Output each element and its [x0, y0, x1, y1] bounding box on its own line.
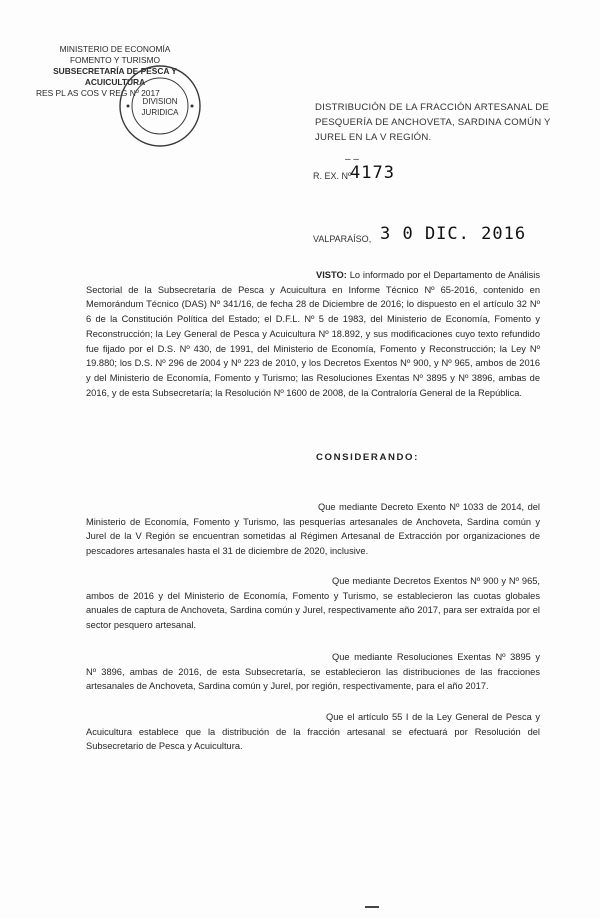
visto-text: Lo informado por el Departamento de Análisis Sectorial de la Subsecretaría de Pesca y Acuicultura en Informe Técnico Nº 65-2016, contenido en Memorándum Técnico (DAS) Nº 341/16, de fecha 28 de Diciembre de 2016; lo dispuesto en el artículo 32 Nº 6 de la Constitución Política del Estado; el D.F.L. Nº 5 de 1983, del Ministerio de Economía, Fomento y Reconstrucción; la Ley General de Pesca y Acuicultura Nº 18.892, y sus modificaciones cuyo texto refundido fue fijado por el D.S. Nº 430, de 1991, del Ministerio de Economía, Fomento y Reconstrucción; la Ley Nº 19.880; los D.S. Nº 296 de 2004 y Nº 223 de 2010, y los Decretos Exentos Nº 900, y Nº 965, ambos de 2016 y del Ministerio de Economía, Fomento y Turismo; las Resoluciones Exentas Nº 3895 y Nº 3896, ambas de 2016, y de esta Subsecretaría; la Resolución Nº 1600 de 2008, de la Contraloría General de la República.: [86, 270, 540, 398]
stamp-star-right: [191, 105, 194, 108]
stamp-inner-ring: [132, 78, 188, 134]
number-mark: – –: [345, 154, 359, 165]
visto-paragraph: [86, 268, 540, 400]
resolution-number-label: R. EX. Nº: [313, 171, 352, 181]
visto-label: VISTO:: [316, 270, 347, 280]
resolution-reference: RES PL AS COS V REG Nº 2017: [36, 88, 160, 98]
considerando-item-2: Que mediante Decretos Exentos Nº 900 y Nº 965, ambos de 2016 y del Ministerio de Economía, Fomento y Turismo, se establecieron las cuotas globales anuales de captura de Anchoveta, Sardina común y Jurel, respectivamente año 2017, para ser extraída por el sector pesquero artesanal.: [86, 576, 540, 631]
resolution-subject: DISTRIBUCIÓN DE LA FRACCIÓN ARTESANAL DE PESQUERÍA DE ANCHOVETA, SARDINA COMÚN Y JUREL EN LA V REGIÓN.: [315, 102, 551, 143]
considerando-item-3: Que mediante Resoluciones Exentas Nº 3895 y Nº 3896, ambas de 2016, de esta Subsecretaría, se establecieron las distribuciones de las fracciones artesanales de Anchoveta, Sardina común y Jurel, por región, respectivamente, para el año 2017.: [86, 652, 540, 692]
resolution-date: 3 0 DIC. 2016: [380, 224, 527, 244]
ministry-name: MINISTERIO DE ECONOMÍA: [59, 44, 171, 54]
ministry-subtitle: FOMENTO Y TURISMO: [69, 55, 161, 65]
place-label: VALPARAÍSO,: [313, 234, 372, 244]
stamp-star-left: [127, 105, 130, 108]
stamp-text-top: DIVISION: [142, 97, 178, 106]
resolution-number: 4173: [350, 163, 395, 183]
subsecretaria-name: SUBSECRETARÍA DE PESCA Y ACUICULTURA: [53, 66, 177, 87]
stamp-text-bottom: JURIDICA: [141, 108, 179, 117]
considerando-item-1: Que mediante Decreto Exento Nº 1033 de 2014, del Ministerio de Economía, Fomento y Turismo, las pesquerías artesanales de Anchoveta, Sardina común y Jurel de la V Región se encuentran sometidas al Régimen Artesanal de Extracción por organizaciones de pescadores artesanales hasta el 31 de diciembre de 2020, inclusive.: [86, 502, 540, 557]
considerando-item-4: Que el artículo 55 I de la Ley General de Pesca y Acuicultura establece que la distribución de la fracción artesanal se efectuará por Resolución del Subsecretario de Pesca y Acuicultura.: [86, 712, 540, 752]
division-juridica-stamp: [118, 64, 202, 148]
considerando-heading: CONSIDERANDO:: [316, 452, 419, 463]
page-foot-mark: [365, 906, 379, 908]
